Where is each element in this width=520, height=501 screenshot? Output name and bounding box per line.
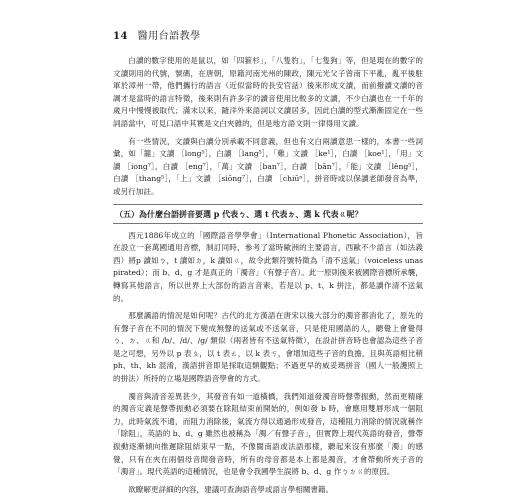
running-header [113,27,423,42]
paragraph: 濁音與清音差異甚少，其發音有如一道橫橋，我們知道發濁音時聲帶振動，然而更精確的濁音定義是聲帶振動必須要在除阻結束前開始的，例如發 b 時，會應用雙唇形成一個阻力，此時氣流不通，而阻力消除後，氣流方得以通過形成發音，這種阻力消除的情況就稱作「除阻」，英語的 b、d、g 雖然也被稱為「濁／有聲子音」，但實際上現代英語的發音，聲帶振動逐漸傾向推遲除阻結束早一點，不像閩南語或法語那樣，聽起來沒有那麼「濁」的感覺，只有在夾在兩個母音間發音時，所有的母音都是本上都是濁音，才會帶動所夾子音的「濁音」。現代英語的這種情況，也是會令我國學生誤將 b、d、g 作ㄅㄉㄍ的原因。 [113,391,423,477]
paragraph: 白讀的數字使用的是鼠以，如「四箍杉」，「八隻豹」，「七隻狗」等，但是現在的數字的文讀則用的代號，號碼，在唐朝，原籍河南光州的陳政，陳元光父子曾南下平亂，亂平後駐軍於漳州一帶，他們攜行的語言（近似當時的長安官話）後來形成文讀，而前撥讀文讀的音調才是當時的語言特徵，後來則有許多字的讀音使用比較多的文讀，不少白讀也在一千年的歲月中慢慢被取代；滿末以來，隨洋外來語詞以文讀居多，因此白讀的型式漸漸固定在一些詞語當中，可見口語中其實是文白夾雜的，但是地方語文則一律得用文讀。 [113,56,423,128]
section-heading: （五）為什麼台語拼音要選 p 代表ㄅ、選 t 代表ㄉ、選 k 代表ㄍ呢？ [113,204,423,224]
paragraph: 有一些情況，文讀與白讀分別承載不同意義，但也有文白兩讀意思一樣的，本書一些詞彙，如「籠」文讀 ［long⁵］，白讀 ［lang⁵］，「雞」文讀 ［ke¹］，白讀 ［koe¹］，「用」文讀 ［iong⁷］，白讀 ［eng⁷］，「萬」文讀 ［ban⁷］，白讀 ［bān⁷］，「能」文讀 ［lêng⁵］，白讀 ［thang⁵］，「上」文讀 ［siōng⁷］，白讀 ［chiūⁿ］，拼音時或以保讀老師發音為準，或另行加註。 [113,136,423,196]
book-title: 醫用台語教學 [137,31,201,42]
paragraph: 西元1886年成立的「國際語音學學會」（International Phonetic Association），旨在設立一套萬國通用音標，制訂同時，參考了當時歐洲的主要語言，西歐不少語言（如法義西）將p 讀如ㄅ，t 讀如ㄉ，k 讀如ㄍ，故令此類符號特徵為「清不送氣」（voiceless unaspirated）；而 b、d、g 才是真正的「濁音」（有聲子音）。此一原則後來被國際音標所承襲，轉寫其他語言，所以世界上大部份的語言音素，若是以 p、t、k 拼注，都是讀作清不送氣的。 [113,230,423,303]
page-body [113,55,423,501]
paragraph: 那麼諷語的情況是如何呢？古代的北方漢語在唐宋以後大部分的濁音都消化了，原先的有聲子音在不同的情況下變成無聲的送氣或不送氣音，只是使用國語的人，聽覺上會覺得ㄅ、ㄉ、ㄍ和 /b/、/d/、/g/ 類似（兩者皆有不送氣特徵），在設計拼音時也會認為這些子音是之可想，另外以 p 表ㄆ，以 t 表ㄊ，以 k 表ㄎ，會增加這些子音的負擔，且與英語相比稍 ph、th、kh 混淆，漢語拼音即是採取這類觀點；不過更早的威妥瑪拼音（國人一般護照上的拼法）所持的立場是國際語音學會的方式。 [113,311,423,384]
paragraph: 欲瞭解更詳細的內容，建議可查詢語音學或語言學相關書籍。 [128,484,334,494]
page-number: 14 [113,31,128,42]
